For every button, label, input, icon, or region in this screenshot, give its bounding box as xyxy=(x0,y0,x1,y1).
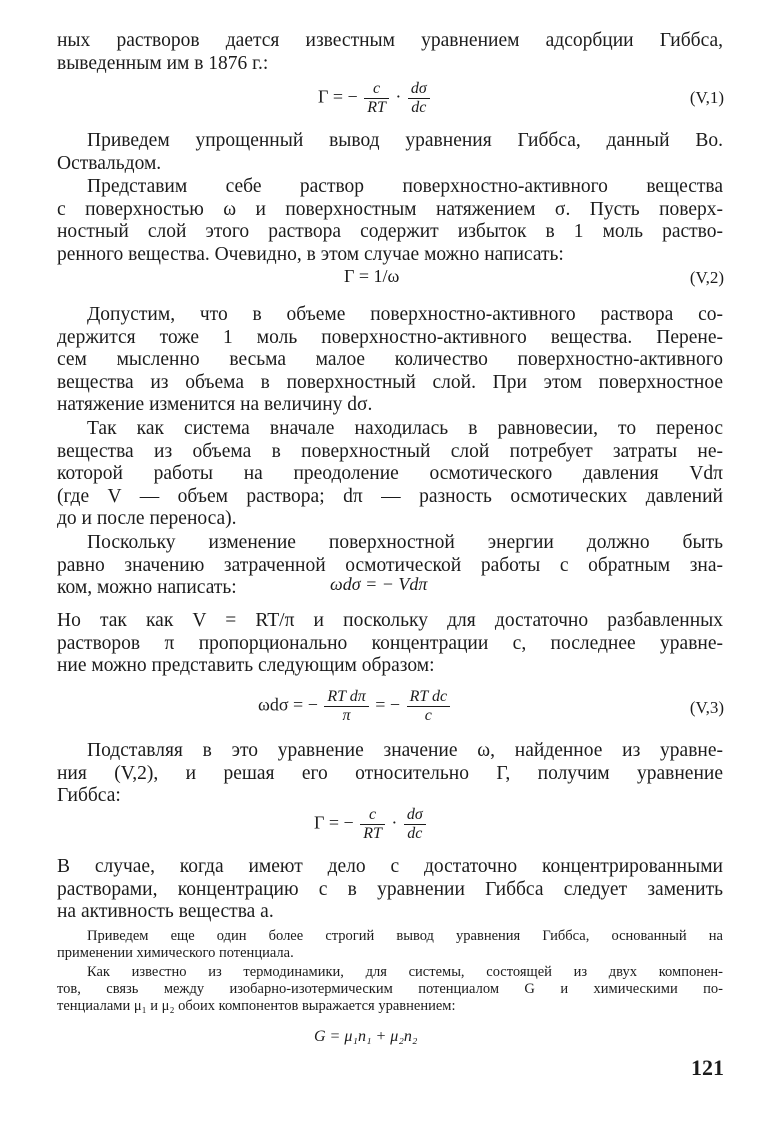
equation-v3 xyxy=(258,688,452,725)
paragraph-5 xyxy=(57,418,723,531)
equation-v1 xyxy=(318,80,432,117)
equation-v2: Г = 1/ω xyxy=(344,266,400,286)
numerator: c xyxy=(360,806,385,825)
text-line: Так как система вначале находилась в равновесии, то перенос xyxy=(87,418,723,439)
numerator: RT dπ xyxy=(324,688,368,707)
text-line: выведенным им в 1876 г.: xyxy=(57,52,269,74)
fraction xyxy=(360,806,385,843)
denominator: dc xyxy=(407,825,423,842)
text-line: вещества из объема в поверхностный слой потребует затраты не- xyxy=(57,440,723,462)
equation-number: (V,3) xyxy=(689,698,724,717)
text-line: растворов π пропорционально концентрации c, последнее уравне- xyxy=(57,632,723,654)
denominator: c xyxy=(424,707,432,724)
fraction xyxy=(364,80,389,117)
text-line: Допустим, что в объеме поверхностно-активного раствора со- xyxy=(87,304,723,325)
paragraph-9 xyxy=(57,856,723,924)
text-line: сем мысленно весьма малое количество поверхностно-активного xyxy=(57,349,723,371)
paragraph-3 xyxy=(57,176,723,266)
page-number: 121 xyxy=(691,1055,724,1080)
text-line: применении химического потенциала. xyxy=(57,945,294,962)
text-line: Как известно из термодинамики, для системы, состоящей из двух компонен- xyxy=(87,964,723,980)
text-line: с поверхностью ω и поверхностным натяжением σ. Пусть поверх- xyxy=(57,198,723,220)
numerator: c xyxy=(364,80,389,99)
small-paragraph-2 xyxy=(57,964,723,1016)
denominator: RT xyxy=(367,99,386,116)
equation-lhs: Г = − xyxy=(318,86,358,107)
text-line: Оствальдом. xyxy=(57,152,162,174)
fraction xyxy=(408,80,430,117)
text-line: которой работы на преодоление осмотического давления Vdπ xyxy=(57,463,723,485)
text-line: ностный слой этого раствора содержит избыток в 1 моль раство- xyxy=(57,221,723,243)
text-line: ние можно представить следующим образом: xyxy=(57,655,435,677)
text-line: В случае, когда имеют дело с достаточно концентрированными xyxy=(57,856,723,877)
paragraph-2 xyxy=(57,130,723,175)
equation-gibbs xyxy=(314,806,428,843)
equation-lhs: Г = − xyxy=(314,812,354,833)
fraction xyxy=(404,806,426,843)
text-line: тов, связь между изобарно-изотермическим потенциалом G и химическими по- xyxy=(57,981,723,998)
paragraph-4 xyxy=(57,304,723,417)
fraction xyxy=(407,688,450,725)
numerator: dσ xyxy=(404,806,426,825)
equals-sign: = − xyxy=(375,694,401,715)
text-line: (где V — объем раствора; dπ — разность осмотических давлений xyxy=(57,485,723,507)
text-line: натяжение изменится на величину dσ. xyxy=(57,394,373,416)
denominator: π xyxy=(342,707,351,724)
equation-work: ωdσ = − Vdπ xyxy=(330,574,428,594)
text-line: на активность вещества a. xyxy=(57,901,274,923)
text-line: до и после переноса). xyxy=(57,508,237,530)
fraction xyxy=(324,688,368,725)
paragraph-8 xyxy=(57,740,723,808)
text-line: Подставляя в это уравнение значение ω, найденное из уравне- xyxy=(87,740,723,761)
numerator: RT dc xyxy=(407,688,450,707)
paragraph-7 xyxy=(57,610,723,678)
text-line: растворами, концентрацию c в уравнении Гиббса следует заменить xyxy=(57,878,723,900)
small-paragraph-1 xyxy=(57,928,723,962)
text-line: Приведем еще один более строгий вывод уравнения Гиббса, основанный на xyxy=(87,928,723,944)
paragraph-1 xyxy=(57,30,723,75)
text-line: тенциалами μ₁ и μ₂ обоих компонентов выражается уравнением: xyxy=(57,998,456,1015)
text-line: ренного вещества. Очевидно, в этом случае можно написать: xyxy=(57,243,564,265)
text-line: равно значению затраченной осмотической работы с обратным зна- xyxy=(57,554,723,576)
equation-number: (V,1) xyxy=(689,88,724,107)
text-line: вещества из объема в поверхностный слой. При этом поверхностное xyxy=(57,371,723,393)
equation-number: (V,2) xyxy=(689,268,724,287)
numerator: dσ xyxy=(408,80,430,99)
denominator: dc xyxy=(411,99,427,116)
text-line: Гиббса: xyxy=(57,785,121,807)
text-line: держится тоже 1 моль поверхностно-активного вещества. Перене- xyxy=(57,326,723,348)
multiply-dot: · xyxy=(395,86,402,107)
text-line: Поскольку изменение поверхностной энергии должно быть xyxy=(87,532,723,553)
equation-lhs: ωdσ = − xyxy=(258,694,318,715)
text-line: Приведем упрощенный вывод уравнения Гиббса, данный Во. xyxy=(87,130,723,151)
text-line: ных растворов дается известным уравнением адсорбции Гиббса, xyxy=(57,30,723,51)
text-line: Но так как V = RT/π и поскольку для достаточно разбавленных xyxy=(57,610,723,631)
text-line: Представим себе раствор поверхностно-активного вещества xyxy=(87,176,723,197)
multiply-dot: · xyxy=(391,812,398,833)
text-line: ком, можно написать: xyxy=(57,577,237,599)
denominator: RT xyxy=(363,825,382,842)
equation-gibbs-energy: G = μ₁n₁ + μ₂n₂ xyxy=(314,1028,418,1045)
text-line: ния (V,2), и решая его относительно Г, получим уравнение xyxy=(57,762,723,784)
